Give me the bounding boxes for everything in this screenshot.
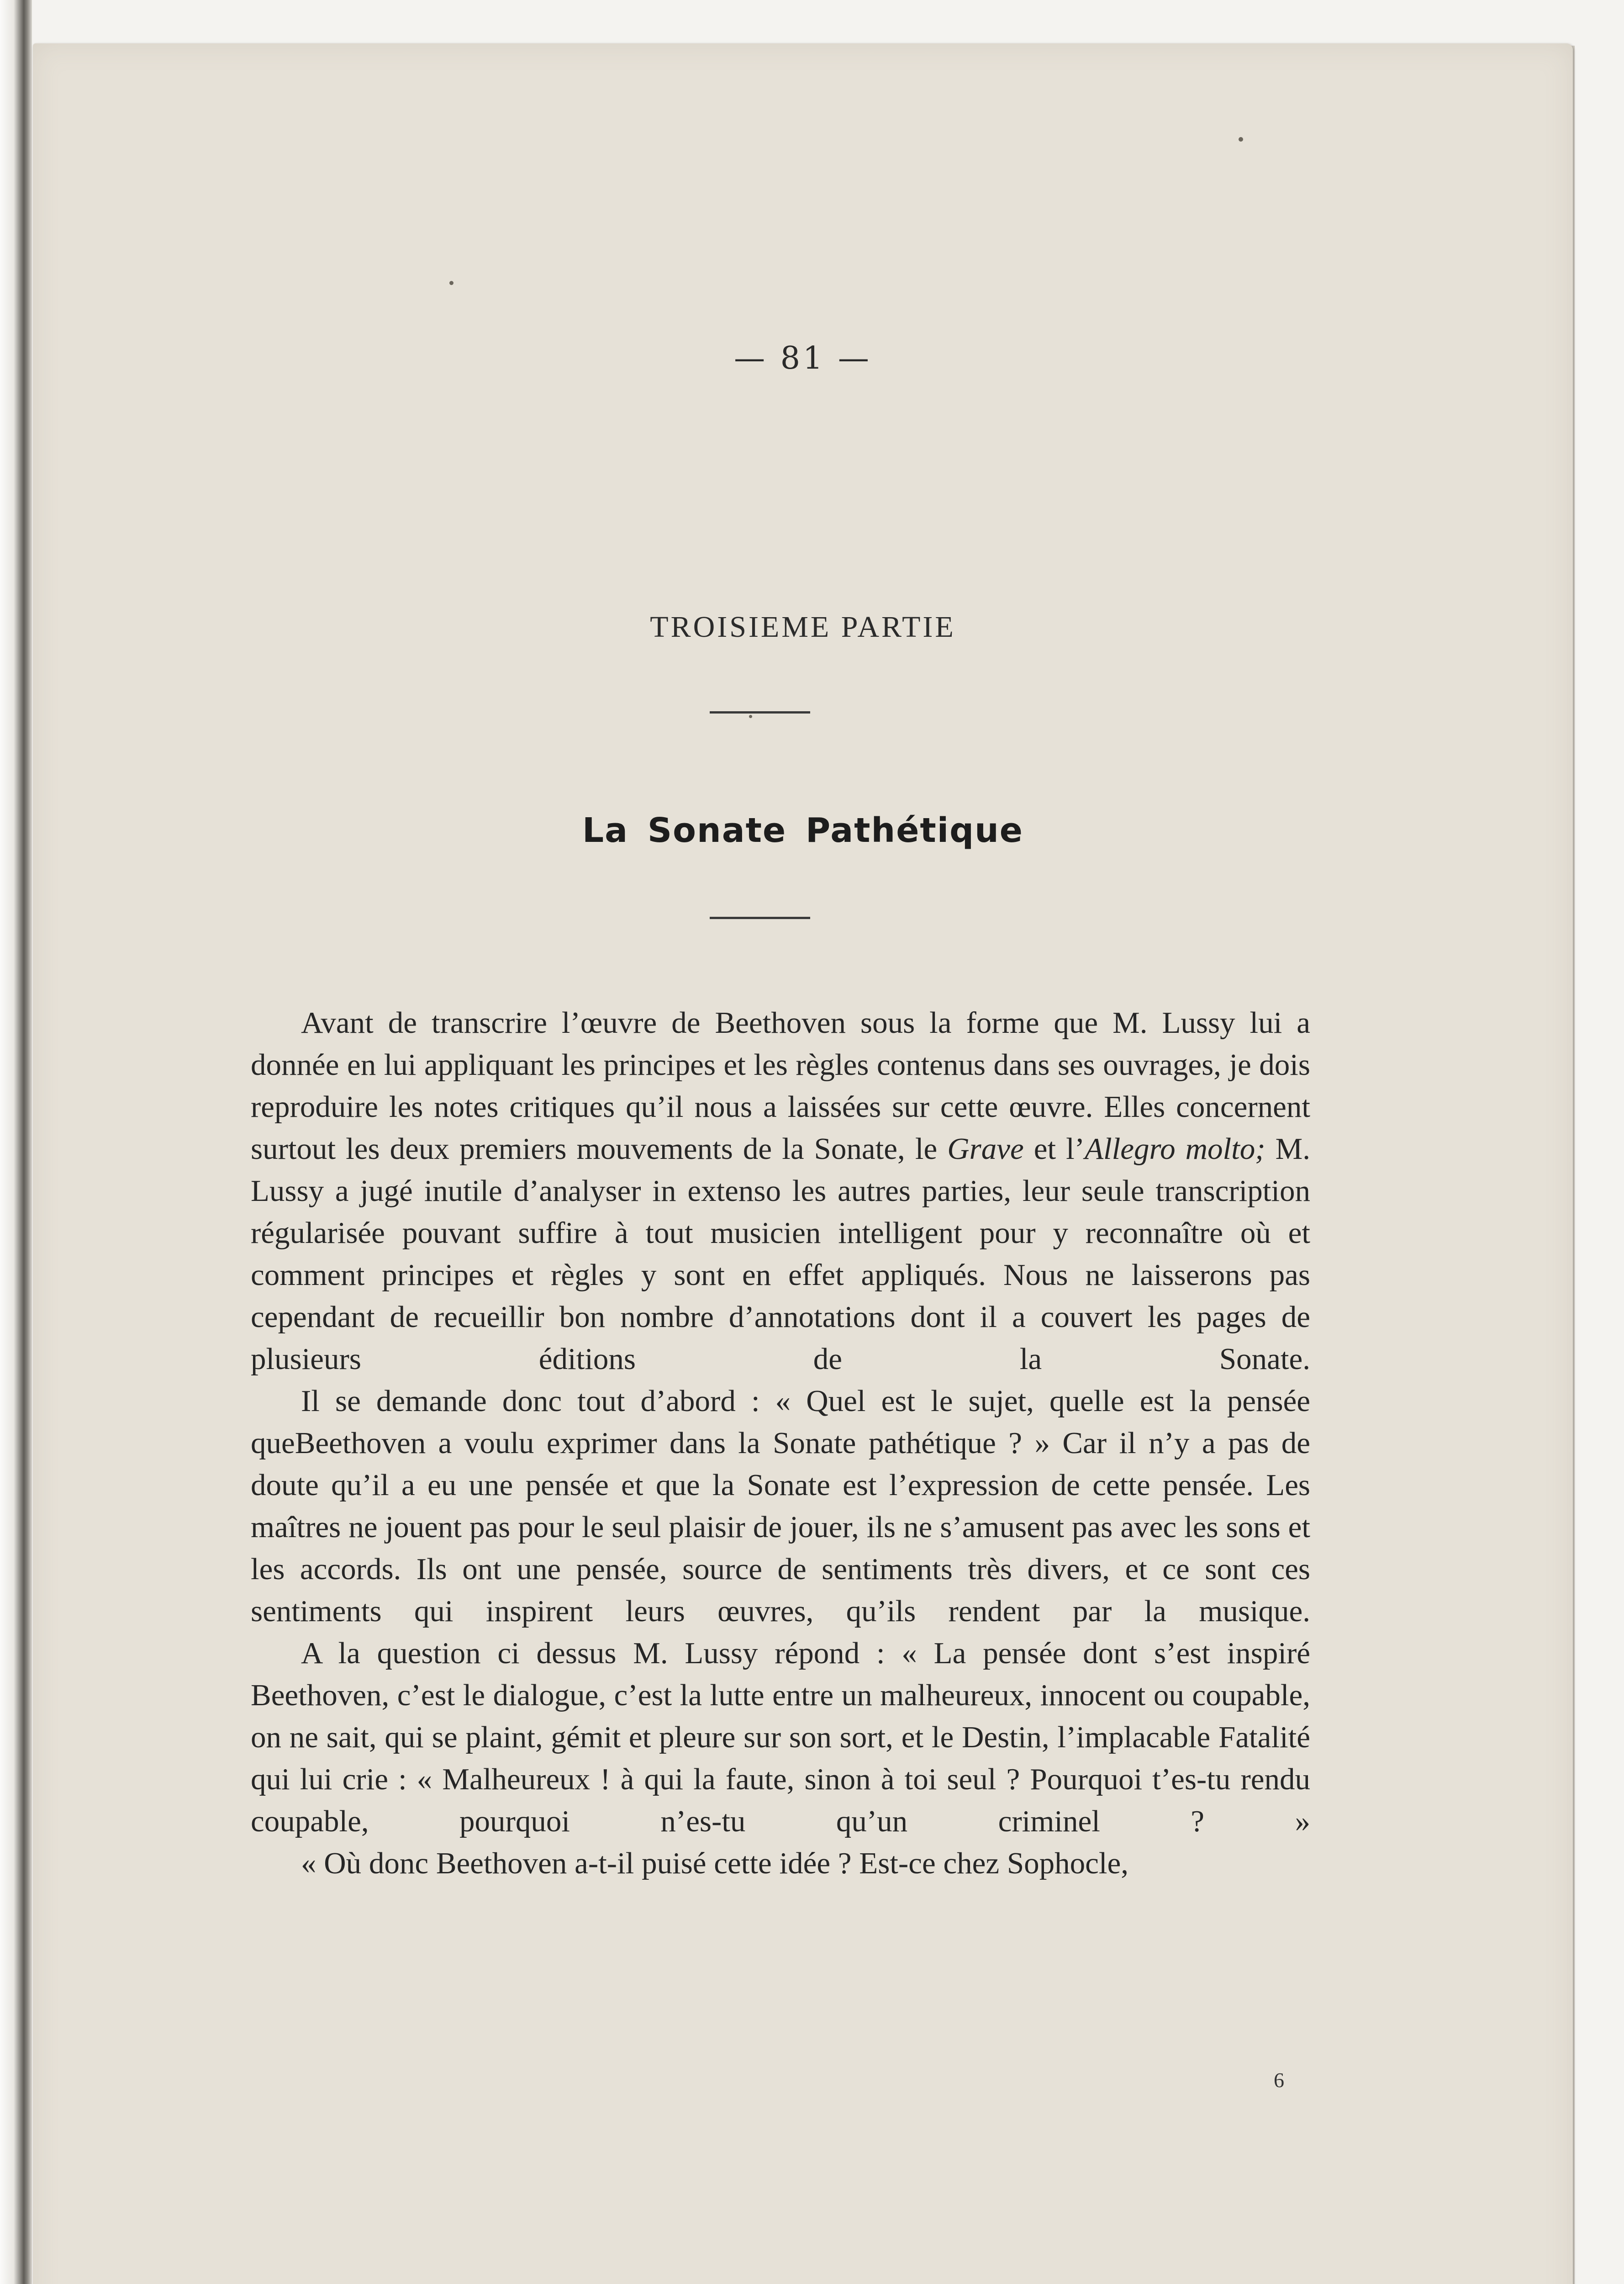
signature-mark: 6 xyxy=(1274,2068,1284,2092)
paragraph-1-text-a: Avant de transcrire l’œuvre de Beethoven sous la forme que M. Lussy lui a donnée en lui appliquant les principes et les règles contenus dans ses ouvrages, je dois reproduire les notes critiques qu’il nous a laissées sur cette œuvre. Elles concernent surtout les deux premiers mouvements de la Sonate, le xyxy=(251,1006,1310,1166)
italic-allegro-molto: Allegro molto; xyxy=(1085,1132,1265,1166)
divider-rule-top xyxy=(710,711,810,714)
paper-speck xyxy=(1239,137,1243,142)
paragraph-1-text-b: et l’ xyxy=(1023,1132,1085,1166)
book-page xyxy=(33,43,1573,2284)
italic-grave: Grave xyxy=(947,1132,1024,1166)
body-text xyxy=(251,1002,1310,1884)
paragraph-4: « Où donc Beethoven a-t-il puisé cette idée ? Est-ce chez Sophocle, xyxy=(301,1846,1129,1880)
page-number: — 81 — xyxy=(734,340,872,376)
chapter-title: La Sonate Pathétique xyxy=(582,811,1023,850)
paper-speck xyxy=(449,281,453,285)
paragraph-2: Il se demande donc tout d’abord : « Quel est le sujet, quelle est la pensée queBeethoven a voulu exprimer dans la Sonate pathétique ? » Car il n’y a pas de doute qu’il a eu une pensée et que la Sonate est l’expression de cette pensée. Les maîtres ne jouent pas pour le seul plaisir de jouer, ils ne s’amusent pas avec les sons et les accords. Ils ont une pensée, source de sentiments très divers, et ce sont ces sentiments qui inspirent leurs œuvres, qu’ils rendent par la musique. xyxy=(251,1384,1310,1628)
book-spine xyxy=(0,0,32,2284)
paragraph-3: A la question ci dessus M. Lussy répond : « La pensée dont s’est inspiré Beethoven, c’est le dialogue, c’est la lutte entre un malheureux, innocent ou coupable, on ne sait, qui se plaint, gémit et pleure sur son sort, et le Destin, l’implacable Fatalité qui lui crie : « Malheureux ! à qui la faute, sinon à toi seul ? Pourquoi t’es-tu rendu coupable, pourquoi n’es-tu qu’un criminel ? » xyxy=(251,1636,1310,1838)
divider-rule-bottom xyxy=(710,917,810,919)
part-title: TROISIEME PARTIE xyxy=(650,610,956,644)
paper-speck xyxy=(749,715,752,718)
paragraph-1-text-c: M. Lussy a jugé inutile d’analyser in extenso les autres parties, leur seule transcription régularisée pouvant suffire à tout musicien intelligent pour y reconnaître où et comment principes et règles y sont en effet appliqués. Nous ne laisserons pas cependant de recueillir bon nombre d’annotations dont il a couvert les pages de plusieurs éditions de la Sonate. xyxy=(251,1132,1310,1376)
paragraph-1 xyxy=(251,1002,1310,1380)
